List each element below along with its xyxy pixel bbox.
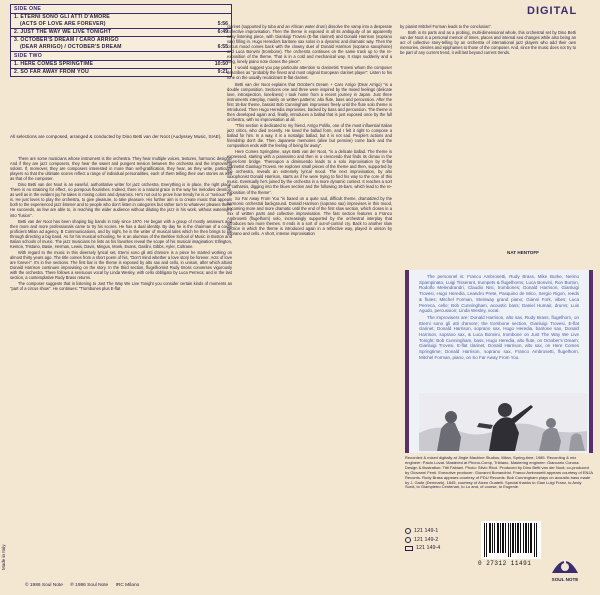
catalog-number: 121 149-4 <box>416 545 441 551</box>
catalog-number: 121 149-2 <box>414 536 439 543</box>
liner-paragraph: Dino Betti van der Noot is an easeful, authoritative writer for jazz orchestra. Everything is in place, the right place. There is no straining for effect, no pompous flourishes. Indeed, there is a natural grace in the way his melodies develop, as well as in the evident joy he takes in mixing colors and dynamics. He's not out to prove how trendy he is or "serious" he is. He just loves to play the orchestra, to give pleasure, to take pleasure. His further aim is to create music that appeals both to the experienced jazz listener and to people who don't listen in categories but rather turn to whatever pleases them. He succeeds, as few are able to, in reaching the wider audience without diluting the jazz in his work, without watering it into "fusion". <box>10 182 232 218</box>
track-row <box>11 44 231 51</box>
recording-notes: Recorded & mixed digitally at Jingle Machine Studios, Milan, Spring-time, 1985. Recording & mix engineer: Paolo Lovat. Mastered at Phono-Comp, Tribiano. Mastering engineer: Giancarlo Corona. Design & illustration: Titti Fabiani. Photo: Silvio Ricci. Produced by Dino Betti van der Noot; co-produced by Giovanni Fenti. Executive producer: Giovanni Bonandrini. Franco Ambrosetti appears courtesy of ENJA Records. Rudy Brass appears courtesy of PDU Records. Bob Cunningham plays on acoustic bass made by J. Gade (Denmark), 1845, courtesy of Alceo Guatelli. Special thanks to Gian Luigi Franz, to Andy Surdi, to Giampietro Centenari, to Lo and, of course, to Eugenie. <box>405 455 593 490</box>
tracklist <box>10 4 232 77</box>
liner-notes-column-3 <box>400 24 576 272</box>
catalog-row <box>405 536 440 545</box>
track-title: JUST THE WAY WE LIVE TONIGHT <box>20 29 112 35</box>
track-row <box>11 36 231 44</box>
track-duration: 6:55 <box>217 44 228 50</box>
catalog-row <box>405 527 440 536</box>
track-row <box>11 60 231 68</box>
track-title: OCTOBER'S DREAM / CARO ARRIGO <box>20 37 119 43</box>
liner-paragraph: Here Comes Springtime, says Betti van der Noot, "is a delicate ballad. The theme is expressed, starting with a pianissimo and then in a crescendo that finds its climax in the blues-form bridge. Thereupon a diminuendo leads to a solo improvisation by E-flat clarinetist Gianluigi Trovesi. He explores small pieces of the theme and then, supported by the orchestra, reveals an extremely lyrical mood. The next improvisation, by alto saxophonist Donald Harrison, starts as if he were trying to find his way to the core of this music. Eventually he's joined by the orchestra in a more dynamic context. It reaches a sort of catharsis, digging into the blues section and the following 16-bars, which lead to the re-exposition of the theme". <box>227 149 392 195</box>
cassette-icon <box>405 546 413 551</box>
track-number: 2. <box>14 69 19 75</box>
track-duration: 5:56 <box>217 21 228 27</box>
barcode-number: 0 27312 11491 <box>478 560 532 567</box>
liner-paragraph: Both in its parts and as a probing, multi-dimensional whole, this orchestral set by Dino Betti van der Noot is a personal memoir of times, places and internal sea changes while also being an act of collective story-telling by an orchestra of international jazz players who add their own memories, desires and epiphanies to those of the composer. And, since the music does not try to be part of any current trend, it will last beyond current trends. <box>400 30 576 56</box>
barcode <box>481 521 541 559</box>
liner-paragraph: Betti van der Noot has been shaping big bands in Italy since 1970. He began with a group of mostly amateurs and then more and more professionals came to try his scores. He has a dual identity. By day he is the chairman of a costly proficient Milan ad agency, B Communications, and by night, he is the writer of musical tales which he then brings to life through directing a big band. As for his musical schooling, he is an alumnus of the Berklee School of Music in Boston and Italian schools of music. The jazz musicians he lists as his favorites reveal the scope of his musical imagination: Ellington, Kenton, Tristano, Basie, Herman, Lewis, Davis, Mingus, Monk, Evans, Gaslini, Gibbs, Ayler, Coltrane. <box>10 218 232 249</box>
liner-paragraph: I would suggest you pay particular attention to clarinetist Trovesi whom the composer describes as "probably the finest and most original European clarinet player". Listen to his tone on the usually recalcitrant E-flat clarinet. <box>227 65 392 81</box>
liner-paragraph: The composer suggests that in listening to Just The Way We Live Tonight you consider certain kinds of moments as "part of a circus show". He continues: "Trombones plus E-flat <box>10 281 232 292</box>
improvisers-paragraph: The improvisers are: Donald Harrison, alto sax, Rudy Brass, flugelhorn, on Eterni sono gli atti d'amore; the trombone section, Gianluigi Trovesi, E-flat clarinet, Donald Harrison, soprano sax, Hugo Heredia, baritone sax, Donald Harrison, soprano sax, & Luca Bonvini, trombone on Just The Way We Live Tonight; Bob Cunningham, bass, Hugo Heredia, alto flute, on October's Dream; Gianluigi Trovesi, E-flat clarinet, Donald Harrison, alto sax, on Here Comes Springtime; Donald Harrison, soprano sax, Franco Ambrosetti, flugelhorn, Mitchel Forman, piano, on So Far Away From You. <box>419 314 579 360</box>
liner-paragraph: So Far Away From You "is based on a quite sad, difficult theme, dramatized by the harmonic orchestral background. Donald Harrison (soprano sax) improvises in this mood, becoming more and more dramatic until the end of the first slow section, which closes in a mix of written parts and collective improvisation. The fast section features a Franco Ambrosetti (flugelhorn) solo, increasingly supported by the orchestral interplay that introduces two more themes. It ends in a sort of out-of-control cry. Back to another slow section in which the theme is introduced again in a reflective way, played in unison by soprano and cello. A short, intense improvisation <box>227 195 392 236</box>
side-two-label: SIDE TWO <box>11 51 231 60</box>
track-number: 3. <box>14 37 19 43</box>
personnel-box <box>405 270 593 393</box>
phonographic-copyright-text: ℗ 1986 Soul Note <box>70 583 109 588</box>
soul-note-logo-icon <box>549 553 581 577</box>
catalog-numbers <box>405 527 440 553</box>
soul-note-wordmark: SOUL NOTE <box>551 577 579 582</box>
track-title: ETERNI SONO GLI ATTI D'AMORE <box>20 14 110 20</box>
track-subtitle: (DEAR ARRIGO) / OCTOBER'S DREAM <box>20 44 122 50</box>
copyright-line <box>25 583 145 588</box>
track-number: 2. <box>14 29 19 35</box>
soul-note-logo <box>549 553 581 577</box>
catalog-number: 121 149-1 <box>414 528 439 534</box>
track-title: SO FAR AWAY FROM YOU <box>20 69 89 75</box>
author-signature: NAT HENTOFF <box>507 250 539 255</box>
track-duration: 9:21 <box>217 69 228 75</box>
track-row <box>11 13 231 21</box>
track-subtitle: (ACTS OF LOVE ARE FOREVER) <box>20 21 106 27</box>
disc-icon <box>405 537 411 543</box>
liner-paragraph: "This section is dedicated to my friend, Arrigo Polillo, one of the most influential Italian jazz critics, who died recently. He loved the ballad form, and I felt it right to compose a ballad for him. In a way, it is a nostalgic ballad, but it is not sad. People's actions and friendship don't die. Then Japanese memories (alive but pensive) come back and the composition ends with the feeling of being far away". <box>227 122 392 149</box>
disc-icon <box>405 528 411 534</box>
track-duration: 6:49 <box>217 29 228 35</box>
digital-label: DIGITAL <box>527 5 578 17</box>
track-row <box>11 28 231 36</box>
liner-notes-column-2 <box>227 24 392 589</box>
liner-paragraph: With regard to the music in this diversely lyrical set, Eterni sono gli atti d'amore is a piece he started working on almost thirty years ago. The title comes from a short poem of his, "Don't mind whether a love story be forever. Acts of love are forever". It's in five sections. The first bar is the theme is exposed by alto sax and cello, in unison, after which altoist Donald Harrison continues improvising on the story. In the third section, flugelhornist Rudy Bross converses vigorously with the orchestra. There follows a sensuous vocal by Linda Wesley, with cello obbligato by Luca Perreca; and in the last section, a contemplative Rudy Brass returns. <box>10 249 232 281</box>
conductor-photo <box>419 393 587 451</box>
track-duration: 10:50 <box>214 61 228 67</box>
photo-frame <box>405 393 593 453</box>
liner-notes-column-1 <box>10 156 232 581</box>
personnel-paragraph: The personnel is: Franco Ambrosetti, Rudy Brass, Mike Burke, Nerino Spampinato, Luigi Tisserant, trumpets & flugelhorns; Luca Bonvini, Ron Burton, Rodolfo Melendrandri, Claudio Nisi, trombones; Donald Harrison, Gianluigi Trovesi, Hugo Heredia, Leandro Prete, Pasquino de Mico, Sergio Rigon, reeds & flutes; Mitchel Forman, Steinway grand piano; Gianni Fork, vibes; Luca Perreca, cello; Bob Cunningham, acoustic bass; Daniel Humair, drums; Luis Agudo, percussion; Linda Wesley, vocal. <box>419 274 579 314</box>
barcode-icon <box>481 521 541 559</box>
track-number: 1. <box>14 61 19 67</box>
composer-credit: All selections are composed, arranged & conducted by Dino Betti van der Noot (Audyssey Music, SIAE). <box>10 134 222 139</box>
side-one-label: SIDE ONE <box>14 6 42 12</box>
conductor-photo-image <box>419 393 587 451</box>
track-row <box>11 68 231 76</box>
catalog-row <box>405 544 440 553</box>
copyright-text: © 1986 Soul Note <box>25 583 63 588</box>
liner-paragraph: Betti van der Noot explains that October's Dream + Caro Arrigo (Dear Arrigo) "is a double composition. Sections one and three were inspired by the mixed feelings (delicate love, introspection, loneliness) I took home from a recent journey in Japan. Just three instruments interplay, mainly on written patterns: alto flute, bass and percussion. After the first 16-bar theme, bassist Bob Cunningham improvises freely until the flute solo theme is introduced. Then Hugo Heredia improvises, backed by bass and percussion. The theme is then developed again and, finally, introduces a ballad that is just exposed once by the full orchestra, with no improvisation at all. <box>227 81 392 122</box>
liner-paragraph: clarinet (supported by tuba and an African water drum) dissolve the vamp into a desperate collective improvisation. Then the theme is exposed in all its ambiguity of an apparently easy listening piece, with Gianluigi Trovesi (E-flat clarinet) and Donald Harrison (soprano sax) filling in. Hugo Heredia's baritone sax solos in a dynamic and dramatic way. Then the circus mood comes back with the clowny duet of Donald Harrison (soprano saxophone) and Luca Bonvini (trombone). The orchestra continues on the same track up to the re-exposition of the theme. That is in a cold and mechanical way. It stops suddenly and a long, lonely piano note closes the piece". <box>227 24 392 65</box>
liner-paragraph: There are some musicians whose instrument is the orchestra. They hear multiple voices, textures, harmonic designs. And if they are jazz composers, they hear the sweet and pungent tension between the orchestra and the improvising soloist. If, moreover, they are composers interested in more than self-gratification, they hear, as they write, particular players so that the ultimate scores reflect a range of individual personalities, each of them telling their own stories as well as that of the composer. <box>10 156 232 182</box>
liner-paragraph: by pianist Mitchel Forman leads to the conclusion". <box>400 24 493 29</box>
distributor-text: IRC Milano <box>115 583 140 588</box>
made-in-label: Made in Italy <box>1 544 6 570</box>
track-number: 1. <box>14 14 19 20</box>
track-title: HERE COMES SPRINGTIME <box>20 61 94 67</box>
track-row <box>11 21 231 28</box>
